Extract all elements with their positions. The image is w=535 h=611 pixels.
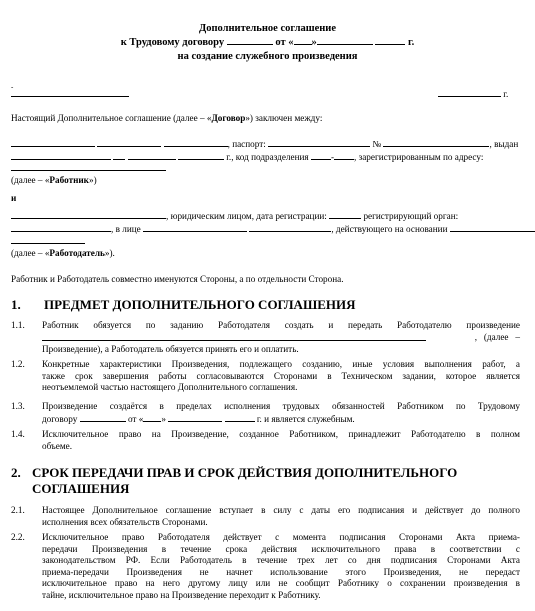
doc-title-line3: на создание служебного произведения	[177, 51, 358, 62]
item-2-2-text: Исключительное право Работодателя действует с момента подписания Сторонами Акта приема- передачи Произведения в течение срока действия исключительного права в соответствии с законодательством РФ. Если Работодатель в течение трех лет со дня подписания Сторонами Акта приема-передачи Произведения не начнет использование этого Произведения, не передаст исключительное право на него другому лицу или не сообщит Работнику о сохранении произведения в тайне, исключительное право на Произведение переходит к Работнику.	[42, 532, 520, 600]
section1-title: ПРЕДМЕТ ДОПОЛНИТЕЛЬНОГО СОГЛАШЕНИЯ	[44, 297, 356, 312]
employee-alias: (далее – «Работник»)	[11, 175, 97, 185]
doc-title-line2: к Трудовому договору от « » г.	[120, 37, 415, 48]
section2-title-line1: СРОК ПЕРЕДАЧИ ПРАВ И СРОК ДЕЙСТВИЯ ДОПОЛНИТЕЛЬНОГО	[32, 465, 458, 480]
employer-alias: (далее – «Работодатель»).	[11, 248, 115, 258]
intro-text: Настоящий Дополнительное соглашение (далее – «Договор») заключен между:	[11, 113, 323, 123]
item-1-4-text: Исключительное право на Произведение, созданное Работником, принадлежит Работодателю в полном объеме.	[42, 429, 520, 451]
item-1-2-number: 1.2.	[11, 359, 25, 369]
section1-number: 1.	[11, 297, 21, 312]
parties-text: Работник и Работодатель совместно именуются Стороны, а по отдельности Сторона.	[11, 274, 344, 284]
section2-title-line2: СОГЛАШЕНИЯ	[32, 481, 130, 496]
city-field	[11, 88, 129, 100]
item-1-3-text: Произведение создаётся в пределах исполнения трудовых обязанностей Работником по Трудовому договору от « » г. и является служебным.	[42, 401, 520, 424]
doc-title-line1: Дополнительное соглашение	[198, 23, 337, 34]
item-1-4-number: 1.4.	[11, 429, 25, 439]
item-2-2-number: 2.2.	[11, 532, 25, 542]
item-1-2-text: Конкретные характеристики Произведения, подлежащего созданию, иные условия выполнения работ, а также срок завершения работы согласовываются Сторонами в Техническом задании, которое является неотъемлемой частью настоящего Дополнительного соглашения.	[42, 359, 520, 393]
conjunction: и	[11, 193, 17, 203]
employee-line1: , паспорт: № , выдан	[11, 138, 518, 150]
item-2-1-text: Настоящее Дополнительное соглашение вступает в силу с даты его подписания и действует до полного исполнения всех обязательств Сторонами.	[42, 505, 520, 527]
section2-number: 2.	[11, 465, 21, 480]
item-1-1-text: Работник обязуется по заданию Работодателя создать и передать Работодателю произведение , (далее – Произведение), а Работодатель обязуется принять его и оплатить.	[42, 320, 520, 355]
employee-address-field	[11, 162, 166, 174]
employee-line2: г., код подразделения - , зарегистрированным по адресу:	[11, 151, 483, 163]
city-dash: -	[11, 83, 14, 91]
employer-basis-field	[11, 235, 85, 247]
item-1-3-number: 1.3.	[11, 401, 25, 411]
item-1-1-number: 1.1.	[11, 320, 25, 330]
employer-line1: , юридическим лицом, дата регистрации: регистрирующий орган:	[11, 210, 458, 222]
employer-line2: , в лице , действующего на основании	[11, 223, 535, 235]
date-field: г.	[438, 88, 508, 100]
item-2-1-number: 2.1.	[11, 505, 25, 515]
